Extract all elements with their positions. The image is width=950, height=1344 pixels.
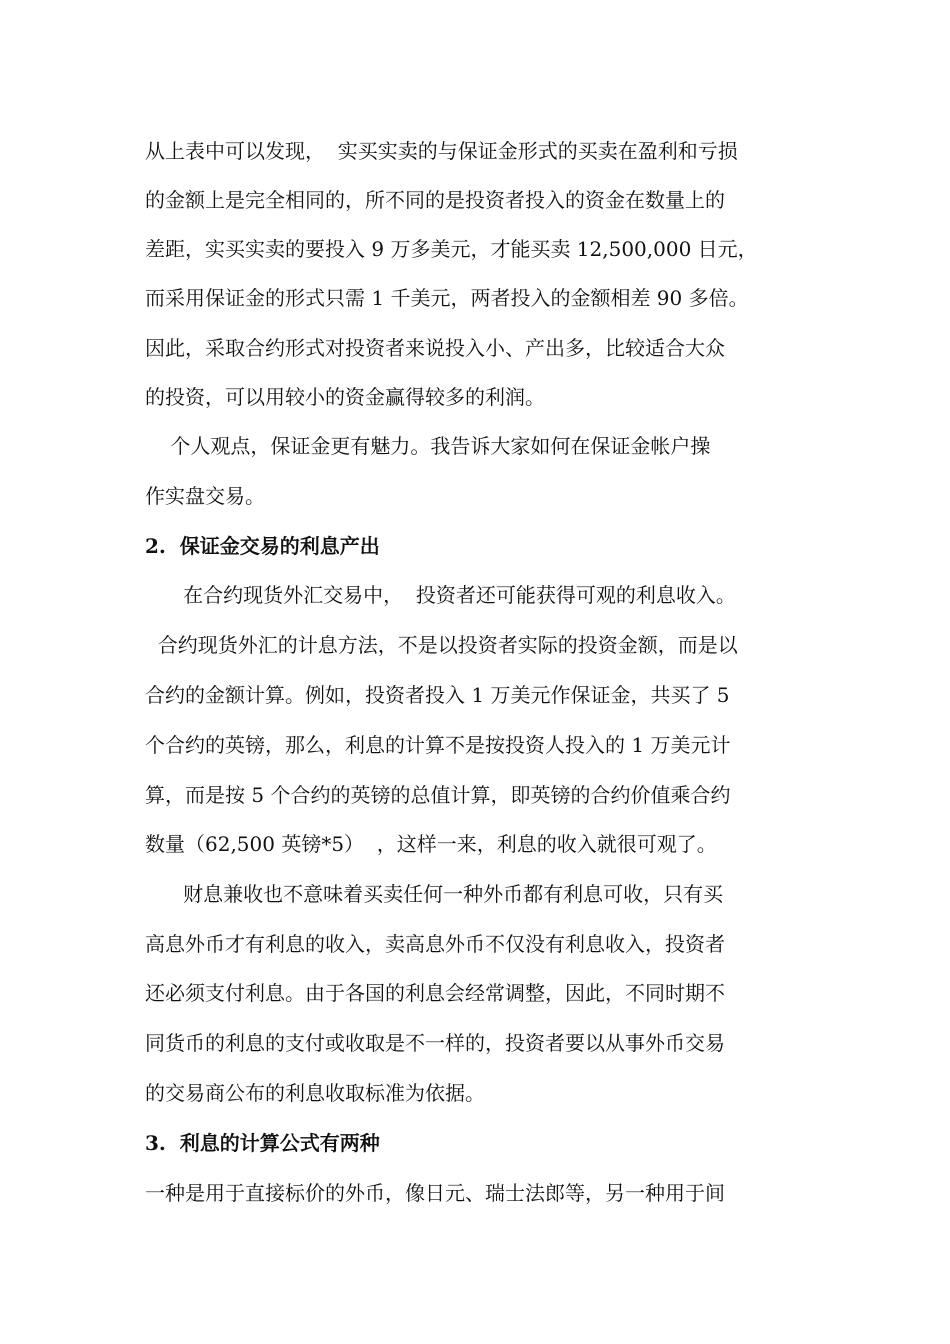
paragraph-line: 的金额上是完全相同的，所不同的是投资者投入的资金在数量上的 (145, 188, 725, 212)
paragraph-line: 同货币的利息的支付或收取是不一样的，投资者要以从事外币交易 (145, 1031, 725, 1055)
paragraph-line: 一种是用于直接标价的外币，像日元、瑞士法郎等，另一种用于间 (145, 1181, 725, 1205)
paragraph-line: 因此，采取合约形式对投资者来说投入小、产出多，比较适合大众 (145, 336, 725, 360)
paragraph-line: 而采用保证金的形式只需 1 千美元，两者投入的金额相差 90 多倍。 (145, 286, 749, 310)
paragraph-line: 合约现货外汇的计息方法，不是以投资者实际的投资金额，而是以 (145, 633, 738, 657)
paragraph-line: 的交易商公布的利息收取标准为依据。 (145, 1081, 485, 1105)
paragraph-line: 个合约的英镑，那么，利息的计算不是按投资人投入的 1 万美元计 (145, 733, 731, 757)
paragraph-line: 合约的金额计算。例如，投资者投入 1 万美元作保证金，共买了 5 (145, 683, 730, 707)
paragraph-line: 个人观点，保证金更有魅力。我告诉大家如何在保证金帐户操 (145, 434, 711, 458)
paragraph-line: 算，而是按 5 个合约的英镑的总值计算，即英镑的合约价值乘合约 (145, 783, 731, 807)
paragraph-line: 作实盘交易。 (145, 484, 265, 508)
paragraph-line: 还必须支付利息。由于各国的利息会经常调整，因此，不同时期不 (145, 981, 725, 1005)
paragraph-line: 在合约现货外汇交易中， 投资者还可能获得可观的利息收入。 (145, 583, 736, 607)
paragraph-line: 高息外币才有利息的收入，卖高息外币不仅没有利息收入，投资者 (145, 932, 725, 956)
paragraph-line: 财息兼收也不意味着买卖任何一种外币都有利息可收，只有买 (145, 882, 724, 906)
paragraph-line: 数量（62,500 英镑*5） ，这样一来，利息的收入就很可观了。 (145, 832, 717, 856)
section-heading: 2. 保证金交易的利息产出 (145, 534, 380, 558)
section-heading: 3. 利息的计算公式有两种 (145, 1131, 380, 1155)
paragraph-line: 的投资，可以用较小的资金赢得较多的利润。 (145, 385, 545, 409)
paragraph-line: 从上表中可以发现， 实买实卖的与保证金形式的买卖在盈利和亏损 (145, 139, 738, 163)
paragraph-line: 差距，实买实卖的要投入 9 万多美元，才能买卖 12,500,000 日元， (145, 237, 758, 261)
